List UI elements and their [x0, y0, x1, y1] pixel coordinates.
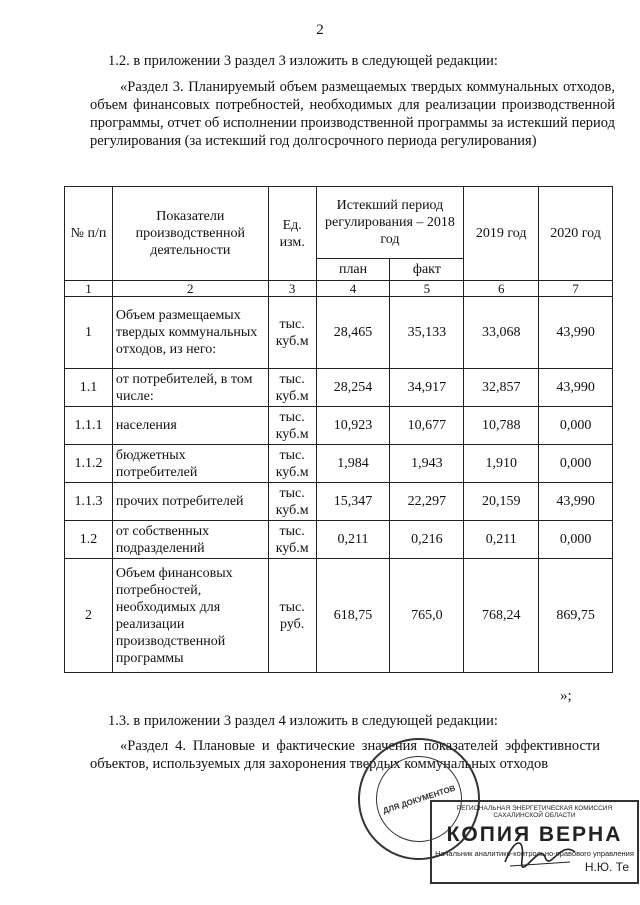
row-2020: 0,000 — [539, 407, 613, 445]
header-indicator: Показатели производственной деятельности — [112, 187, 268, 281]
header-plan: план — [316, 259, 390, 281]
header-2020: 2020 год — [539, 187, 613, 281]
row-unit: тыс. куб.м — [268, 297, 316, 369]
row-2020: 0,000 — [539, 445, 613, 483]
header-2019: 2019 год — [464, 187, 539, 281]
row-name: от собственных подразделений — [112, 521, 268, 559]
row-unit: тыс. куб.м — [268, 483, 316, 521]
row-name: прочих потребителей — [112, 483, 268, 521]
row-plan: 10,923 — [316, 407, 390, 445]
header-fact: факт — [390, 259, 464, 281]
row-plan: 1,984 — [316, 445, 390, 483]
stamp-main-text: КОПИЯ ВЕРНА — [446, 823, 623, 846]
row-fact: 34,917 — [390, 369, 464, 407]
row-2019: 0,211 — [464, 521, 539, 559]
row-name: от потребителей, в том числе: — [112, 369, 268, 407]
row-fact: 10,677 — [390, 407, 464, 445]
section-3-heading: «Раздел 3. Планируемый объем размещаемых твердых коммунальных отходов, объем финансовых потребностей, необходимых для реализации производственной программы, отчет об исполнении производственной программы за истекший период регулирования (за истекший год долгосрочного периода регулирования) — [90, 79, 615, 149]
row-2019: 20,159 — [464, 483, 539, 521]
row-2019: 32,857 — [464, 369, 539, 407]
table-row — [65, 559, 613, 673]
item-1-2: 1.2. в приложении 3 раздел 3 изложить в следующей редакции: — [108, 53, 498, 69]
row-num: 1.2 — [65, 521, 113, 559]
col-number: 7 — [539, 281, 613, 297]
col-number: 5 — [390, 281, 464, 297]
row-2019: 1,910 — [464, 445, 539, 483]
row-num: 1.1.3 — [65, 483, 113, 521]
row-fact: 0,216 — [390, 521, 464, 559]
stamp-position: Начальник аналитико-контрольно-правового управления — [435, 849, 634, 858]
row-plan: 28,465 — [316, 297, 390, 369]
page-number: 2 — [316, 22, 324, 38]
row-2020: 43,990 — [539, 369, 613, 407]
column-numbers-row — [65, 281, 613, 297]
row-num: 2 — [65, 559, 113, 673]
row-fact: 1,943 — [390, 445, 464, 483]
row-plan: 0,211 — [316, 521, 390, 559]
row-num: 1.1 — [65, 369, 113, 407]
signature-icon — [500, 832, 580, 872]
row-2019: 33,068 — [464, 297, 539, 369]
row-2020: 43,990 — [539, 297, 613, 369]
item-1-3: 1.3. в приложении 3 раздел 4 изложить в следующей редакции: — [108, 713, 498, 729]
row-unit: тыс. куб.м — [268, 407, 316, 445]
row-fact: 35,133 — [390, 297, 464, 369]
table-row — [65, 483, 613, 521]
row-name: бюджетных потребителей — [112, 445, 268, 483]
row-unit: тыс. куб.м — [268, 445, 316, 483]
col-number: 1 — [65, 281, 113, 297]
col-number: 6 — [464, 281, 539, 297]
header-unit: Ед. изм. — [268, 187, 316, 281]
row-unit: тыс. руб. — [268, 559, 316, 673]
row-fact: 22,297 — [390, 483, 464, 521]
row-2020: 0,000 — [539, 521, 613, 559]
row-plan: 15,347 — [316, 483, 390, 521]
row-plan: 28,254 — [316, 369, 390, 407]
row-2019: 10,788 — [464, 407, 539, 445]
production-table — [64, 186, 613, 673]
header-num: № п/п — [65, 187, 113, 281]
row-fact: 765,0 — [390, 559, 464, 673]
table-row — [65, 407, 613, 445]
section-4-heading: «Раздел 4. Плановые и фактические значения показателей эффективности объектов, используемых для захоронения твердых коммунальных отходов — [90, 738, 600, 772]
row-name: Объем размещаемых твердых коммунальных отходов, из него: — [112, 297, 268, 369]
stamp-name: Н.Ю. Те — [584, 860, 629, 874]
row-plan: 618,75 — [316, 559, 390, 673]
round-stamp-text: ДЛЯ ДОКУМЕНТОВ — [365, 745, 473, 853]
row-2020: 43,990 — [539, 483, 613, 521]
row-num: 1 — [65, 297, 113, 369]
table-row — [65, 445, 613, 483]
header-past-period: Истекший период регулирования – 2018 год — [316, 187, 464, 259]
stamp-organization: РЕГИОНАЛЬНАЯ ЭНЕРГЕТИЧЕСКАЯ КОМИССИЯ САХАЛИНСКОЙ ОБЛАСТИ — [456, 805, 613, 819]
closing-quote: »; — [560, 688, 572, 704]
row-2019: 768,24 — [464, 559, 539, 673]
table-row — [65, 369, 613, 407]
col-number: 3 — [268, 281, 316, 297]
row-unit: тыс. куб.м — [268, 521, 316, 559]
col-number: 4 — [316, 281, 390, 297]
row-num: 1.1.2 — [65, 445, 113, 483]
row-num: 1.1.1 — [65, 407, 113, 445]
row-unit: тыс. куб.м — [268, 369, 316, 407]
table-row — [65, 521, 613, 559]
row-name: населения — [112, 407, 268, 445]
col-number: 2 — [112, 281, 268, 297]
row-name: Объем финансовых потребностей, необходимых для реализации производственной программы — [112, 559, 268, 673]
table-row — [65, 297, 613, 369]
row-2020: 869,75 — [539, 559, 613, 673]
